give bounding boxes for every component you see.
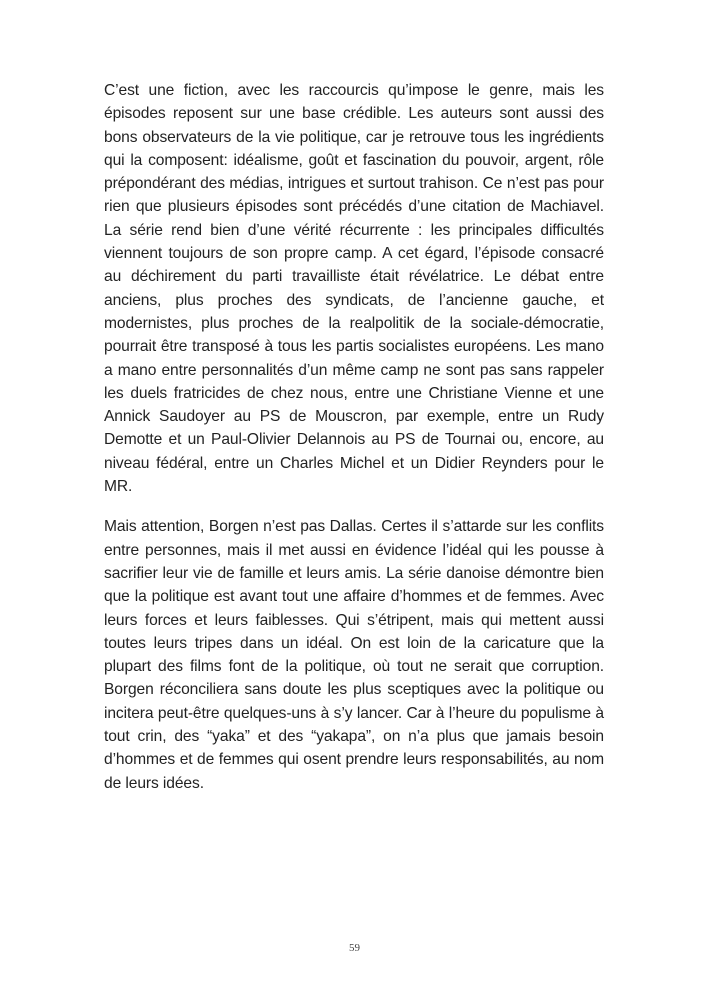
paragraph-borgen: Mais attention, Borgen n’est pas Dallas. Certes il s’attarde sur les conflits entre personnes, mais il met aussi en évidence l’idéal qui les pousse à sacrifier leur vie de famille et leurs amis. La série danoise démontre bien que la politique est avant tout une affaire d’hommes et de femmes. Avec leurs forces et leurs faiblesses. Qui s’étripent, mais qui mettent aussi toutes leurs tripes dans un idéal. On est loin de la caricature que la plupart des films font de la politique, où tout ne serait que corruption. Borgen réconciliera sans doute les plus sceptiques avec la politique ou incitera peut-être quelques-uns à s’y lancer. Car à l’heure du populisme à tout crin, des “yaka” et des “yakapa”, on n’a plus que jamais besoin d’hommes et de femmes qui osent prendre leurs responsabilités, au nom de leurs idées. — [104, 518, 604, 792]
paragraph-fiction: C’est une fiction, avec les raccourcis qu’impose le genre, mais les épisodes reposent sur une base crédible. Les auteurs sont aussi des bons observateurs de la vie politique, car je retrouve tous les ingrédients qui la composent: idéalisme, goût et fascination du pouvoir, argent, rôle prépondérant des médias, intrigues et surtout trahison. Ce n’est pas pour rien que plusieurs épisodes sont précédés d’une citation de Machiavel. La série rend bien d’une vérité récurrente : les principales difficultés viennent toujours de son propre camp. A cet égard, l’épisode consacré au déchirement du parti travailliste était révélatrice. Le débat entre anciens, plus proches des syndicats, de l’ancienne gauche, et modernistes, plus proches de la realpolitik de la sociale-démocratie, pourrait être transposé à tous les partis socialistes européens. Les mano a mano entre personnalités d’un même camp ne sont pas sans rappeler les duels fratricides de chez nous, entre une Christiane Vienne et une Annick Saudoyer au PS de Mouscron, par exemple, entre un Rudy Demotte et un Paul-Olivier Delannois au PS de Tournai ou, encore, au niveau fédéral, entre un Charles Michel et un Didier Reynders pour le MR. — [104, 82, 604, 496]
page-number: 59 — [349, 942, 360, 954]
page-body — [104, 79, 604, 795]
